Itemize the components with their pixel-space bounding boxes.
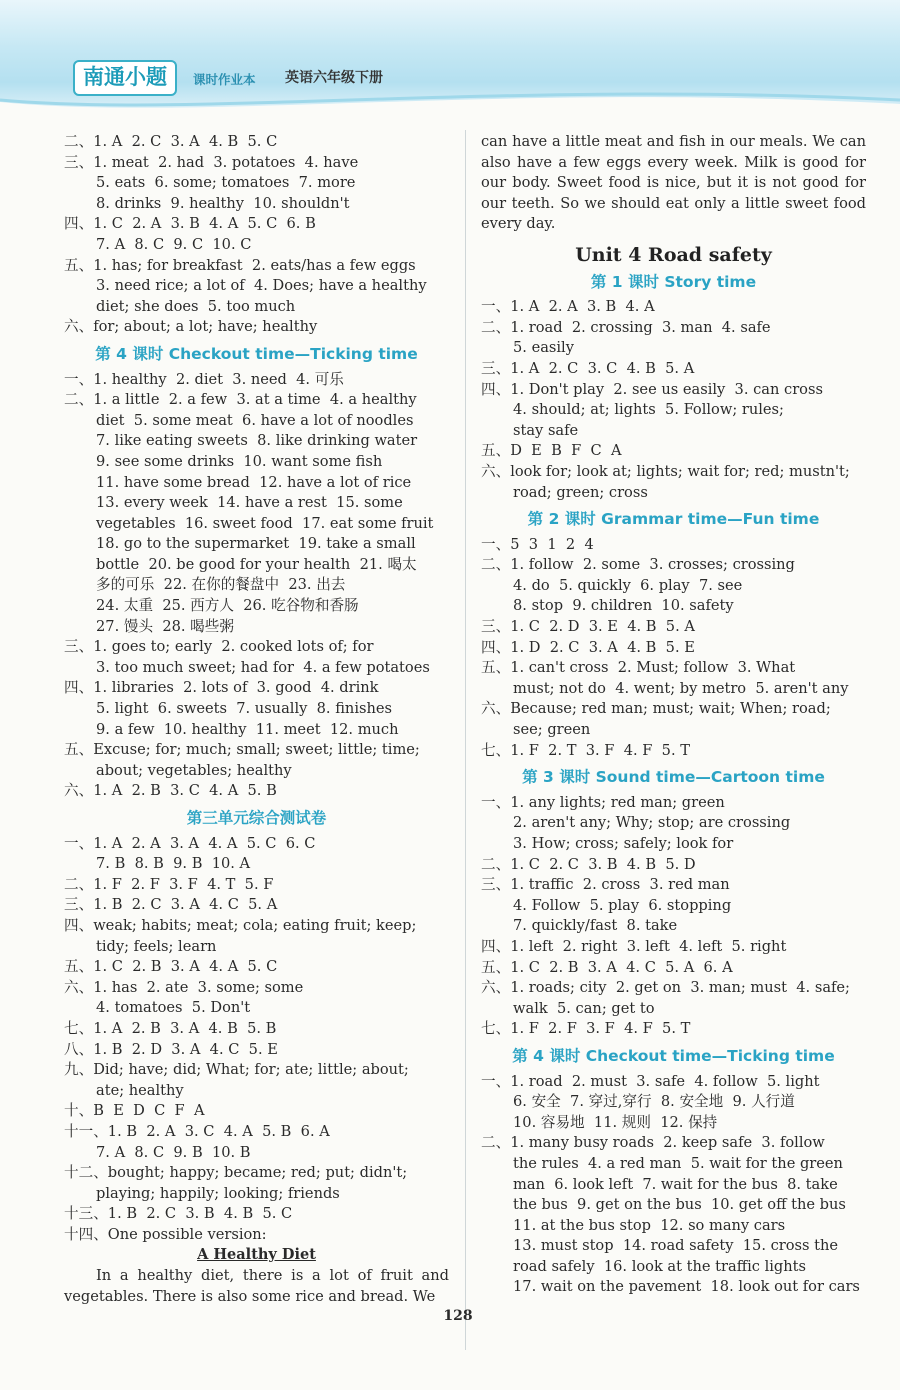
answer-line: 8. drinks 9. healthy 10. shouldn't [96, 194, 350, 212]
answer-line: must; not do 4. went; by metro 5. aren't any [513, 679, 849, 697]
answer-line: 13. must stop 14. road safety 15. cross the [513, 1237, 839, 1255]
answer-line: 8. stop 9. children 10. safety [513, 597, 734, 615]
answer-line: 7. A 8. C 9. C 10. C [96, 235, 252, 253]
answer-line: 4. Follow 5. play 6. stopping [513, 896, 732, 914]
section-heading: 第三单元综合测试卷 [186, 809, 327, 827]
answer-line: 五、1. can't cross 2. Must; follow 3. What [481, 659, 796, 677]
answer-block [64, 370, 449, 802]
answer-line: 17. wait on the pavement 18. look out for cars [513, 1278, 860, 1296]
answer-line: 3. too much sweet; had for 4. a few potatoes [96, 658, 430, 676]
answer-line: 六、Because; red man; must; wait; When; road; [481, 700, 831, 718]
section-heading: 第 3 课时 Sound time—Cartoon time [522, 768, 825, 787]
answer-line: 五、D E B F C A [481, 442, 622, 460]
answer-line: 二、1. follow 2. some 3. crosses; crossing [481, 556, 795, 574]
answer-line: 四、1. Don't play 2. see us easily 3. can cross [481, 380, 823, 398]
answer-line: 六、look for; look at; lights; wait for; red; mustn't; [481, 462, 850, 480]
answer-line: about; vegetables; healthy [96, 761, 292, 779]
answer-line: 7. quickly/fast 8. take [513, 917, 678, 935]
answer-line: vegetables 16. sweet food 17. eat some fruit [96, 514, 434, 532]
answer-line: 3. How; cross; safely; look for [513, 835, 734, 852]
answer-line: 一、1. healthy 2. diet 3. need 4. 可乐 [64, 370, 344, 388]
answer-line: road; green; cross [513, 483, 648, 501]
answer-line: 7. B 8. B 9. B 10. A [96, 855, 251, 873]
left-column [64, 132, 454, 1307]
answer-line: 4. tomatoes 5. Don't [96, 999, 251, 1017]
answer-line: 十二、bought; happy; became; red; put; didn't; [64, 1164, 408, 1182]
section-heading: 第 1 课时 Story time [590, 272, 757, 291]
answer-line: 十一、1. B 2. A 3. C 4. A 5. B 6. A [64, 1122, 330, 1140]
answer-line: 11. at the bus stop 12. so many cars [513, 1216, 786, 1234]
answer-line: 三、1. traffic 2. cross 3. red man [481, 876, 730, 894]
answer-line: 5. eats 6. some; tomatoes 7. more [96, 174, 356, 192]
answer-line: 十三、1. B 2. C 3. B 4. B 5. C [64, 1205, 293, 1223]
answer-line: 11. have some bread 12. have a lot of rice [96, 473, 412, 491]
answer-line: 18. go to the supermarket 19. take a small [96, 535, 416, 553]
answer-line: 7. like eating sweets 8. like drinking water [96, 432, 418, 450]
right-column [481, 132, 871, 1298]
answer-line: 六、1. A 2. B 3. C 4. A 5. B [64, 782, 277, 800]
answer-block [481, 297, 866, 503]
answer-line: 五、Excuse; for; much; small; sweet; little; time; [64, 741, 420, 759]
essay-paragraph: In a healthy diet, there is a lot of fruit and vegetables. There is also some rice and bread. We [64, 1267, 454, 1305]
answer-line: 二、1. F 2. F 3. F 4. T 5. F [64, 875, 274, 893]
answer-line: 二、1. A 2. C 3. A 4. B 5. C [64, 133, 278, 150]
answer-line: 一、1. A 2. A 3. B 4. A [481, 298, 655, 316]
page-number: 128 [443, 1308, 473, 1324]
answer-line: 3. need rice; a lot of 4. Does; have a healthy [96, 277, 427, 295]
answer-line: 六、1. roads; city 2. get on 3. man; must 4. safe; [481, 979, 850, 997]
answer-block [481, 1072, 866, 1299]
answer-line: 八、1. B 2. D 3. A 4. C 5. E [64, 1040, 278, 1058]
answer-block [481, 535, 866, 762]
answer-line: tidy; feels; learn [96, 937, 217, 955]
answer-line: 三、1. C 2. D 3. E 4. B 5. A [481, 618, 695, 636]
series-subtitle: 课时作业本 [193, 72, 256, 87]
answer-line: see; green [513, 721, 591, 739]
answer-line: 二、1. a little 2. a few 3. at a time 4. a healthy [64, 391, 417, 409]
essay-continued: can have a little meat and fish in our meals. We can also have a few eggs every week. Milk is good for our body. Sweet food is nice, but it is not good for our teeth. So we should eat only a little sweet food every day. [481, 133, 871, 233]
answer-line: stay safe [513, 421, 579, 439]
book-title: 英语六年级下册 [285, 70, 383, 86]
answer-line: 2. aren't any; Why; stop; are crossing [513, 814, 791, 832]
answer-line: 七、1. A 2. B 3. A 4. B 5. B [64, 1019, 277, 1037]
answer-line: 九、Did; have; did; What; for; ate; little; about; [64, 1061, 409, 1079]
answer-line: 一、1. A 2. A 3. A 4. A 5. C 6. C [64, 834, 316, 852]
answer-line: 10. 容易地 11. 规则 12. 保持 [513, 1113, 718, 1131]
answer-line: 5. easily [513, 339, 574, 357]
answer-line: 24. 太重 25. 西方人 26. 吃谷物和香肠 [96, 597, 359, 615]
answer-line: 4. should; at; lights 5. Follow; rules; [513, 401, 784, 419]
answer-line: 5. light 6. sweets 7. usually 8. finishes [96, 700, 393, 718]
section-heading: 第 4 课时 Checkout time—Ticking time [512, 1046, 835, 1065]
answer-line: 六、for; about; a lot; have; healthy [64, 318, 318, 336]
answer-line: 7. A 8. C 9. B 10. B [96, 1143, 251, 1161]
answer-block [481, 793, 866, 1040]
answer-line: 一、1. any lights; red man; green [481, 793, 725, 811]
answer-line: 五、1. has; for breakfast 2. eats/has a few eggs [64, 256, 416, 274]
answer-line: the bus 9. get on the bus 10. get off the bus [513, 1196, 846, 1214]
answer-block [64, 834, 449, 1246]
answer-line: the rules 4. a red man 5. wait for the green [513, 1154, 843, 1172]
answer-line: playing; happily; looking; friends [96, 1184, 340, 1202]
answer-line: 二、1. road 2. crossing 3. man 4. safe [481, 318, 771, 336]
answer-line: 四、1. D 2. C 3. A 4. B 5. E [481, 638, 695, 656]
answer-line: bottle 20. be good for your health 21. 喝太 [96, 555, 417, 573]
section-heading: 第 2 课时 Grammar time—Fun time [527, 510, 820, 529]
answer-line: 二、1. many busy roads 2. keep safe 3. follow [481, 1134, 825, 1152]
answer-line: 四、1. left 2. right 3. left 4. left 5. right [481, 937, 787, 955]
answer-line: 三、1. goes to; early 2. cooked lots of; for [64, 638, 374, 656]
answer-line: 多的可乐 22. 在你的餐盘中 23. 出去 [96, 576, 346, 594]
answer-line: 五、1. C 2. B 3. A 4. A 5. C [64, 958, 278, 976]
answer-line: 一、1. road 2. must 3. safe 4. follow 5. light [481, 1072, 820, 1090]
answer-line: diet; she does 5. too much [96, 297, 296, 315]
answer-line: 三、1. B 2. C 3. A 4. C 5. A [64, 896, 278, 914]
answer-line: walk 5. can; get to [513, 999, 655, 1017]
answer-line: 9. see some drinks 10. want some fish [96, 452, 383, 470]
section-heading: 第 4 课时 Checkout time—Ticking time [95, 344, 418, 363]
answer-line: 四、1. C 2. A 3. B 4. A 5. C 6. B [64, 215, 316, 233]
answer-line: 27. 馒头 28. 喝些粥 [96, 617, 234, 635]
answer-line: 三、1. meat 2. had 3. potatoes 4. have [64, 153, 359, 171]
answer-line: 十四、One possible version: [64, 1225, 267, 1243]
answer-line: 二、1. C 2. C 3. B 4. B 5. D [481, 855, 696, 873]
answer-line: 6. 安全 7. 穿过,穿行 8. 安全地 9. 人行道 [513, 1093, 795, 1111]
essay-title: A Healthy Diet [197, 1246, 316, 1264]
answer-line: man 6. look left 7. wait for the bus 8. take [513, 1175, 838, 1193]
answer-block [64, 132, 449, 338]
answer-line: 9. a few 10. healthy 11. meet 12. much [96, 720, 399, 738]
answer-line: 四、1. libraries 2. lots of 3. good 4. drink [64, 679, 379, 697]
column-divider [465, 130, 466, 1350]
answer-line: 四、weak; habits; meat; cola; eating fruit; keep; [64, 916, 417, 934]
header-banner [0, 0, 900, 118]
answer-line: 4. do 5. quickly 6. play 7. see [513, 576, 743, 594]
answer-line: 六、1. has 2. ate 3. some; some [64, 978, 304, 996]
answer-line: 13. every week 14. have a rest 15. some [96, 494, 403, 512]
answer-line: 一、5 3 1 2 4 [481, 535, 594, 553]
answer-line: road safely 16. look at the traffic lights [513, 1257, 806, 1275]
answer-line: 五、1. C 2. B 3. A 4. C 5. A 6. A [481, 958, 733, 976]
answer-line: diet 5. some meat 6. have a lot of noodles [96, 411, 414, 429]
answer-line: 十、B E D C F A [64, 1102, 205, 1120]
answer-line: ate; healthy [96, 1081, 184, 1099]
series-logo: 南通小题 [73, 60, 177, 96]
answer-line: 三、1. A 2. C 3. C 4. B 5. A [481, 359, 695, 377]
unit-title: Unit 4 Road safety [575, 243, 772, 266]
answer-line: 七、1. F 2. F 3. F 4. F 5. T [481, 1020, 691, 1038]
answer-line: 七、1. F 2. T 3. F 4. F 5. T [481, 741, 690, 759]
